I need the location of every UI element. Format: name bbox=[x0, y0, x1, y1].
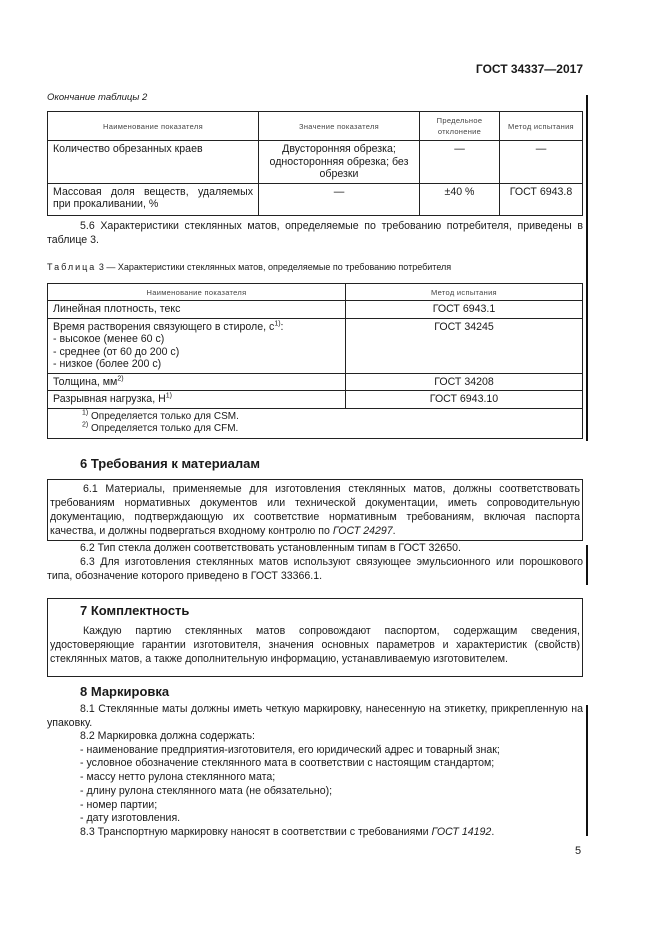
table-cell: Количество обрезанных краев bbox=[48, 141, 259, 184]
table-cell bbox=[48, 373, 346, 391]
standard-reference: ГОСТ 14192 bbox=[431, 826, 492, 839]
list-item: - массу нетто рулона стеклянного мата; bbox=[80, 771, 276, 784]
paragraph-text: 8.3 Транспортную маркировку наносят в соответствии с требованиями bbox=[80, 826, 432, 839]
table3-caption-label: Таблица bbox=[47, 262, 97, 272]
section-7-box bbox=[47, 598, 583, 677]
section-6-1-box bbox=[47, 479, 583, 541]
paragraph-6-3: 6.3 Для изготовления стеклянных матов используют связующее эмульсионного или порошкового типа, обозначение которого приведено в ГОСТ 33366.1. bbox=[47, 556, 583, 582]
paragraph-text: 6.1 Материалы, применяемые для изготовления стеклянных матов, должны соответствовать требованиям нормативных документов или технической документации, иметь сопроводительную документацию, подтверждающую их соответствие нормативным требованиям, включая паспорта качества, и должны подвергаться входному контролю по bbox=[50, 483, 580, 537]
row-suffix: : bbox=[280, 320, 284, 333]
standard-reference: ГОСТ 24297 bbox=[332, 525, 393, 537]
table2-caption: Окончание таблицы 2 bbox=[47, 92, 148, 103]
table-header: Наименование показателя bbox=[48, 112, 259, 141]
table3-caption-text: 3 — Характеристики стеклянных матов, определяемые по требованию потребителя bbox=[98, 262, 452, 272]
list-item: - длину рулона стеклянного мата (не обязательно); bbox=[80, 784, 333, 797]
table-header: Метод испытания bbox=[500, 112, 583, 141]
table-header: Значение показателя bbox=[259, 112, 420, 141]
page-number: 5 bbox=[575, 845, 582, 857]
footnote-ref: 1) bbox=[274, 319, 281, 327]
paragraph-5-6: 5.6 Характеристики стеклянных матов, определяемые по требованию потребителя, приведены в таблице 3. bbox=[47, 220, 583, 246]
table-cell: Двусторонняя обрезка; односторонняя обрезка; без обрезки bbox=[259, 141, 420, 184]
table-2 bbox=[47, 111, 583, 216]
paragraph-6-2: 6.2 Тип стекла должен соответствовать установленным типам в ГОСТ 32650. bbox=[80, 542, 461, 554]
table-row bbox=[48, 183, 583, 215]
table-cell: ГОСТ 6943.10 bbox=[346, 391, 583, 409]
table-cell: Линейная плотность, текс bbox=[48, 301, 346, 319]
paragraph-8-2: 8.2 Маркировка должна содержать: bbox=[80, 730, 255, 742]
section-7-heading: 7 Комплектность bbox=[80, 603, 190, 618]
table-cell bbox=[48, 391, 346, 409]
footnote-mark: 2) bbox=[82, 421, 89, 429]
row-name: Разрывная нагрузка, Н bbox=[53, 393, 166, 405]
list-item: - среднее (от 60 до 200 с) bbox=[53, 345, 180, 358]
table-cell: ГОСТ 6943.1 bbox=[346, 301, 583, 319]
table-cell: ГОСТ 34208 bbox=[346, 373, 583, 391]
change-bar bbox=[586, 545, 588, 585]
change-bar bbox=[586, 705, 588, 836]
list-item: - дату изготовления. bbox=[80, 812, 181, 825]
table-cell: — bbox=[500, 141, 583, 184]
table-header: Наименование показателя bbox=[48, 284, 346, 301]
list-item: - высокое (менее 60 с) bbox=[53, 333, 165, 345]
paragraph-8-1: 8.1 Стеклянные маты должны иметь четкую маркировку, нанесенную на этикетку, прикрепленную на упаковку. bbox=[47, 703, 583, 729]
table-header: Метод испытания bbox=[346, 284, 583, 301]
section-8-body bbox=[47, 703, 583, 840]
footnote-ref: 1) bbox=[165, 392, 172, 400]
section-7-text: Каждую партию стеклянных матов сопровождают паспортом, содержащим сведения, удостоверяющие гарантии изготовителя, значения основных параметров и характеристик (свойств) стеклянных матов, а также дополнительную информацию, устанавливаемую изготовителем. bbox=[50, 625, 580, 665]
table-cell: — bbox=[420, 141, 500, 184]
table-row bbox=[48, 373, 583, 391]
footnote-mark: 1) bbox=[82, 409, 89, 417]
list-item: - номер партии; bbox=[80, 798, 158, 811]
table-header: Предельное отклонение bbox=[420, 112, 500, 141]
table-cell: — bbox=[259, 183, 420, 215]
table3-caption bbox=[47, 262, 451, 272]
table-cell: ±40 % bbox=[420, 183, 500, 215]
section-6-heading: 6 Требования к материалам bbox=[80, 456, 261, 471]
table-cell bbox=[48, 318, 346, 373]
table-row bbox=[48, 391, 583, 409]
row-name: Толщина, мм bbox=[53, 375, 118, 388]
table-cell: ГОСТ 34245 bbox=[346, 318, 583, 373]
table-row bbox=[48, 318, 583, 373]
footnote-text: Определяется только для CFM. bbox=[88, 423, 239, 434]
row-name: Время растворения связующего в стироле, с bbox=[53, 320, 275, 333]
table-3 bbox=[47, 283, 583, 439]
change-bar bbox=[586, 95, 588, 441]
table-row bbox=[48, 301, 583, 319]
table-footnotes bbox=[48, 408, 583, 438]
section-8-heading: 8 Маркировка bbox=[80, 684, 170, 699]
list-item: - низкое (более 200 с) bbox=[53, 358, 162, 370]
table-row bbox=[48, 141, 583, 184]
list-item: - условное обозначение стеклянного мата в соответствии с настоящим стандартом; bbox=[80, 757, 495, 770]
paragraph-8-3: 8.3 Транспортную маркировку наносят в соответствии с требованиями ГОСТ 14192. bbox=[80, 826, 495, 839]
footnote-ref: 2) bbox=[117, 374, 124, 382]
table-cell: Массовая доля веществ, удаляемых при прокаливании, % bbox=[48, 183, 259, 215]
footnotes-cell bbox=[48, 408, 583, 438]
footnote-text: Определяется только для CSM. bbox=[88, 410, 239, 422]
table-cell: ГОСТ 6943.8 bbox=[500, 183, 583, 215]
paragraph-6-1: 6.1 Материалы, применяемые для изготовления стеклянных матов, должны соответствовать требованиям нормативных документов или технической документации, иметь сопроводительную документацию, подтверждающую их соответствие нормативным требованиям, включая паспорта качества, и должны подвергаться входному контролю по ГОСТ 24297. bbox=[50, 483, 580, 537]
list-item: - наименование предприятия-изготовителя, его юридический адрес и товарный знак; bbox=[80, 743, 500, 756]
document-code-header: ГОСТ 34337—2017 bbox=[475, 62, 583, 76]
